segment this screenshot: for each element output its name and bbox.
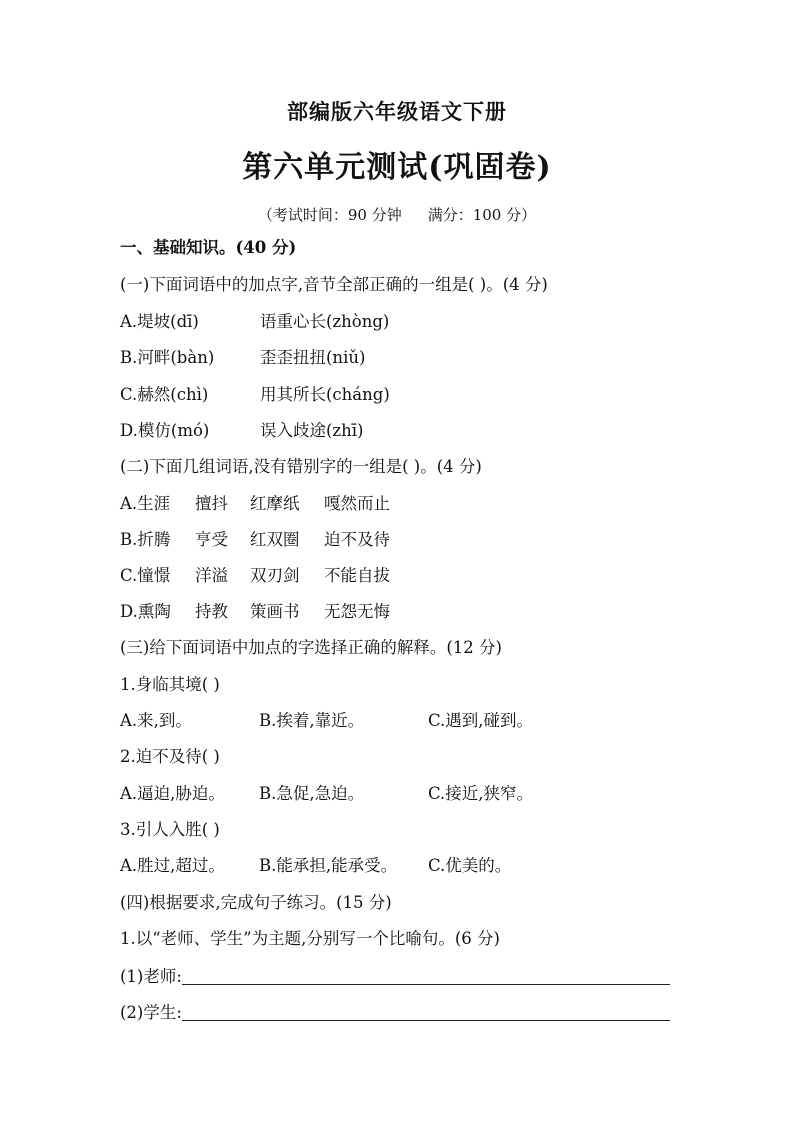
question-1-stem: (一)下面词语中的加点字,音节全部正确的一组是( )。(4 分) xyxy=(120,275,548,294)
teacher-answer-blank[interactable] xyxy=(182,966,670,985)
exam-page: 部编版六年级语文下册 第六单元测试(巩固卷) （考试时间：90 分钟 满分：100 分） 一、基础知识。(40 分) (一)下面词语中的加点字,音节全部正确的一组是( )。(4 分) A.堤坡(dī) 语重心长(zhòng) B.河畔(bàn) 歪歪扭扭(niǔ) C.赫然(chì) 用其所长(cháng) D.模仿(mó) 误入歧途(zhī) (二)下面几组词语,没有错别字的一组是( )。(4 分) A.生涯 擅抖 红摩纸 嘎然而止 B.折腾 亨受 红双圈 迫不及待 C.憧憬 洋溢 双刃剑 不能自拔 D.熏陶 持教 策画书 无怨无悔 (三)给下面词语中加点的字选择正确的解释。(12 分) 1.身临其境( ) A.来,到。 B.挨着,靠近。 C.遇到,碰到。 2.迫不及待( ) A.逼迫,胁迫。 B.急促,急迫。 C.接近,狭窄。 3.引人入胜( ) A.胜过,超过。 B.能承担,能承受。 C.优美的。 (四)根据要求,完成句子练习。(15 分) 1.以“老师、学生”为主题,分别写一个比喻句。(6 分) (1)老师: (2)学生: xyxy=(0,0,794,1123)
question-3-stem: (三)给下面词语中加点的字选择正确的解释。(12 分) xyxy=(120,638,502,657)
q3-word: 2.迫不及待( ) xyxy=(120,747,220,766)
teacher-answer-line xyxy=(120,966,670,987)
teacher-label: (1)老师: xyxy=(120,967,182,986)
exam-time: （考试时间：90 分钟 xyxy=(257,206,402,224)
section-heading: 一、基础知识。(40 分) xyxy=(120,238,297,257)
q3-word: 1.身临其境( ) xyxy=(120,675,220,694)
exam-score: 满分：100 分） xyxy=(427,206,537,224)
exam-subtitle: 部编版六年级语文下册 xyxy=(287,99,507,124)
student-label: (2)学生: xyxy=(120,1003,182,1022)
question-2-stem: (二)下面几组词语,没有错别字的一组是( )。(4 分) xyxy=(120,457,482,476)
q3-word: 3.引人入胜( ) xyxy=(120,820,220,839)
q4-sub-question: 1.以“老师、学生”为主题,分别写一个比喻句。(6 分) xyxy=(120,929,500,948)
student-answer-blank[interactable] xyxy=(182,1002,670,1021)
exam-title: 第六单元测试(巩固卷) xyxy=(242,150,552,185)
question-4-stem: (四)根据要求,完成句子练习。(15 分) xyxy=(120,893,392,912)
student-answer-line xyxy=(120,1002,670,1023)
exam-info xyxy=(0,204,794,225)
